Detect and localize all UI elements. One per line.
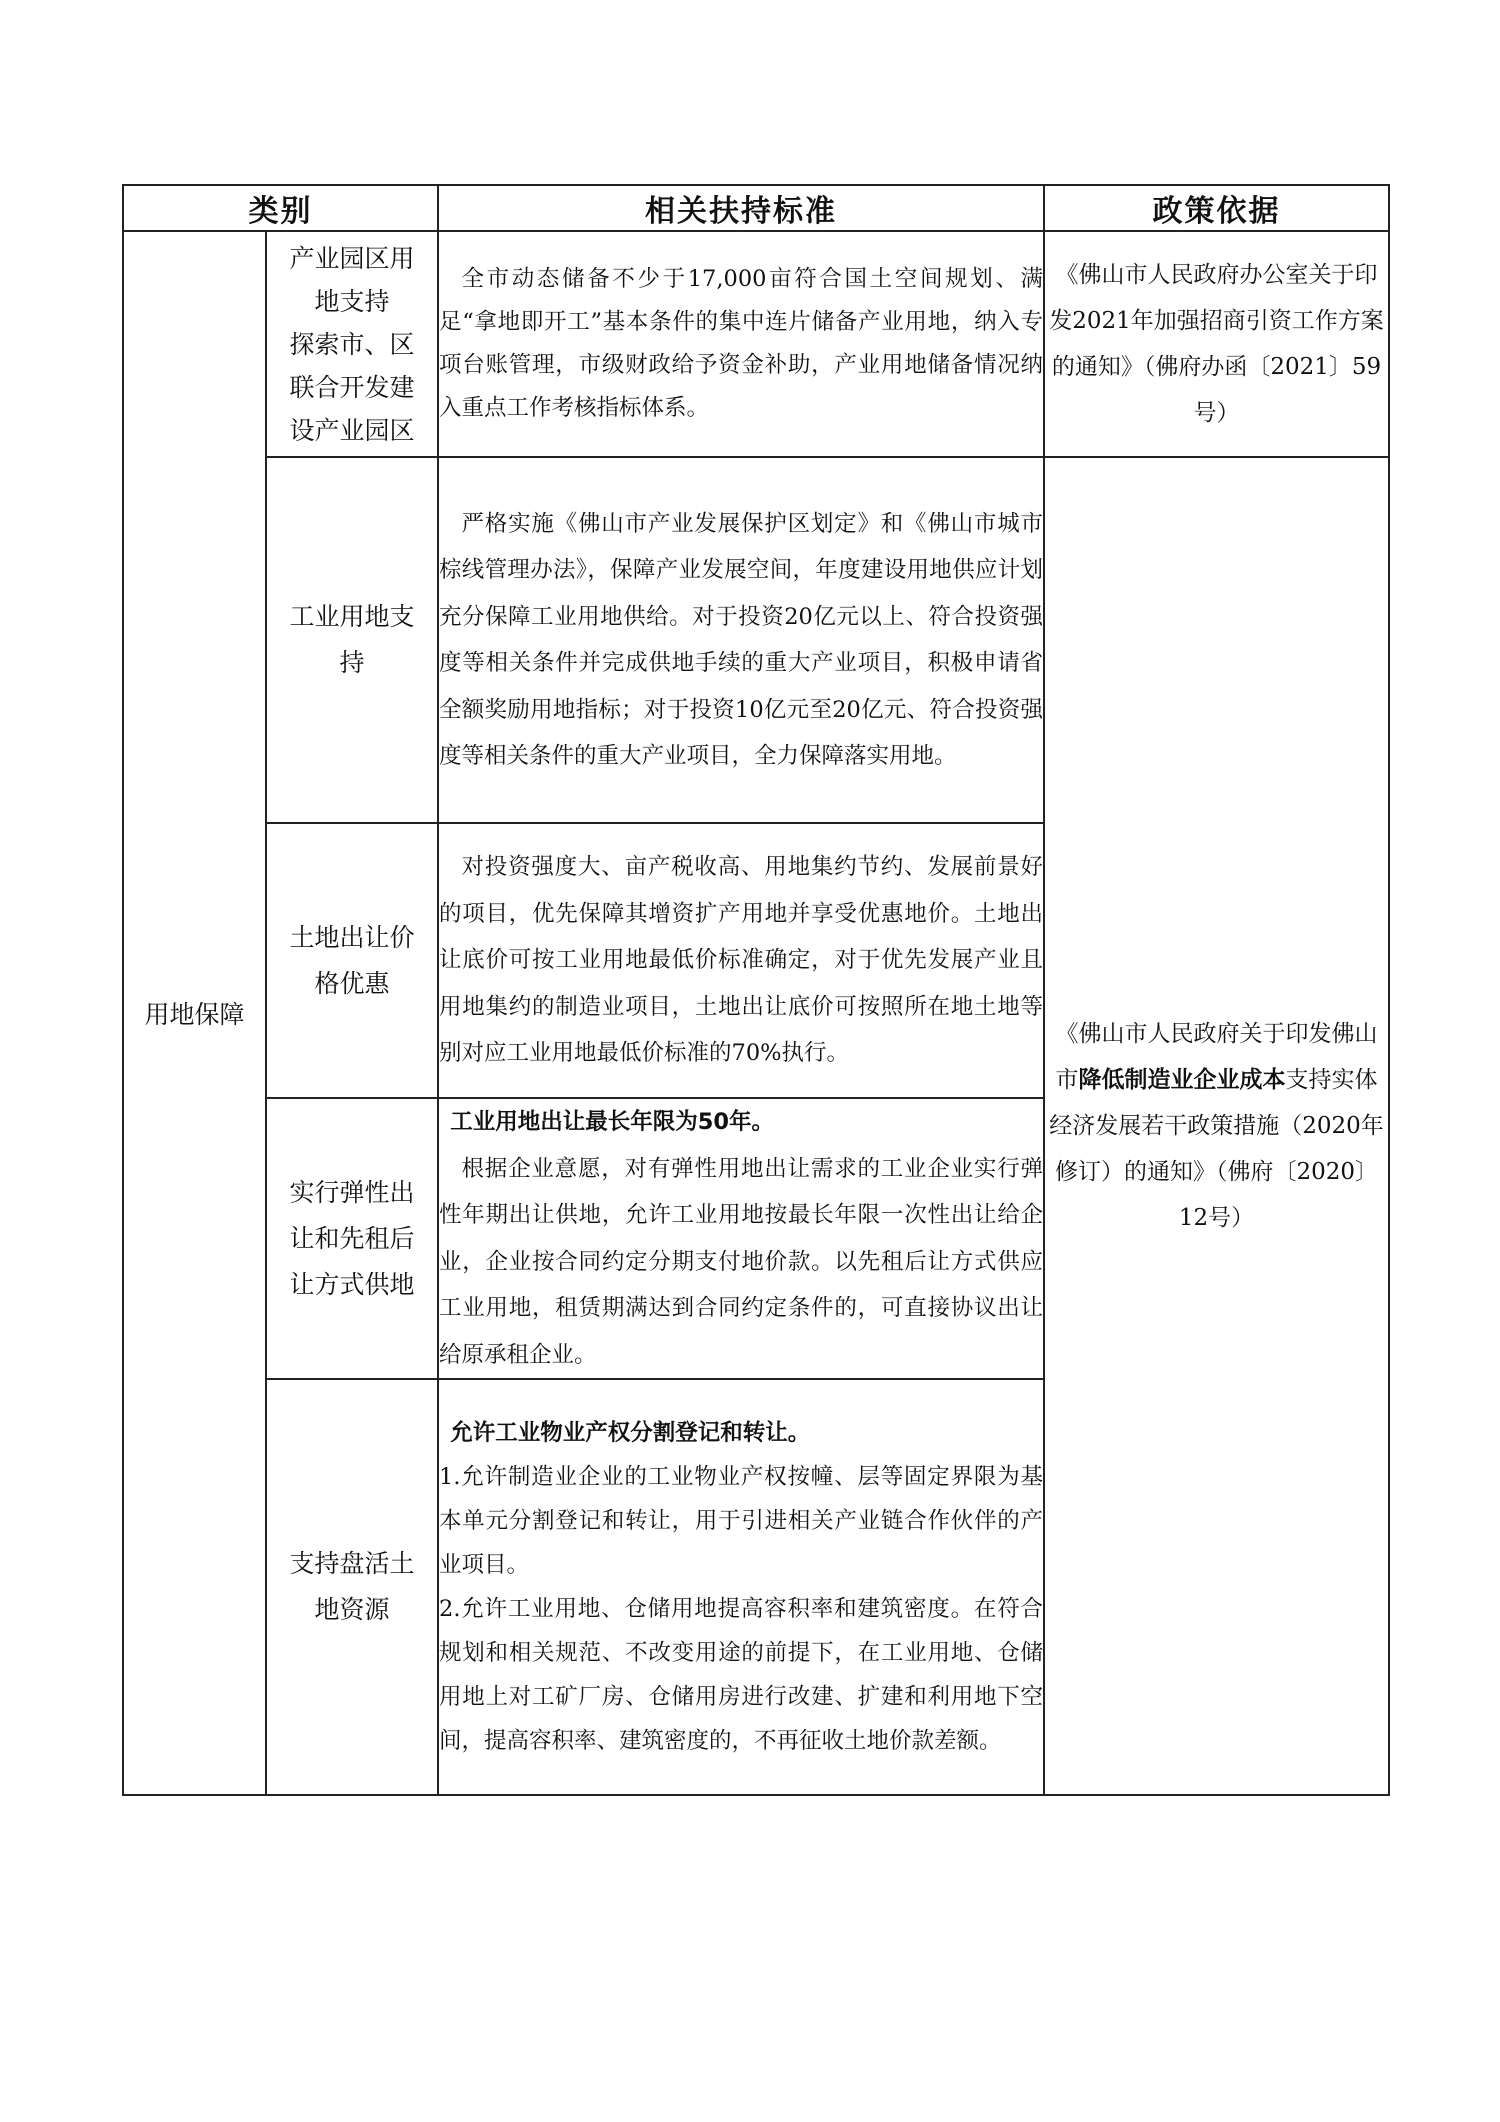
subcategory-line: 工业用地支 <box>289 602 415 631</box>
header-standard: 相关扶持标准 <box>438 185 1044 231</box>
subcategory-line: 让和先租后 <box>289 1223 415 1253</box>
subcategory-cell <box>266 1379 438 1795</box>
subcategory-line: 地支持 <box>314 286 390 316</box>
basis-text-bold: 降低制造业企业成本 <box>1078 1067 1286 1093</box>
subcategory-line: 联合开发建 <box>289 372 415 402</box>
table-row <box>123 457 1389 823</box>
subcategory-line: 地资源 <box>314 1595 390 1624</box>
basis-text-start: 《佛山市人民政府关于印发佛山市 <box>1055 1021 1378 1093</box>
standard-cell <box>438 1098 1044 1379</box>
standard-cell <box>438 823 1044 1098</box>
subcategory-line: 让方式供地 <box>289 1269 415 1299</box>
subcategory-cell <box>266 1098 438 1379</box>
standard-item: 2.允许工业用地、仓储用地提高容积率和建筑密度。在符合规划和相关规范、不改变用途的前提下，在工业用地、仓储用地上对工矿厂房、仓储用房进行改建、扩建和利用地下空间，提高容积率、建筑密度的，不再征收土地价款差额。 <box>439 1596 1043 1754</box>
subcategory-line: 持 <box>339 648 365 677</box>
standard-cell <box>438 1379 1044 1795</box>
subcategory-line: 探索市、区 <box>289 329 415 359</box>
header-category: 类别 <box>123 185 438 231</box>
basis-cell: 《佛山市人民政府办公室关于印发2021年加强招商引资工作方案的通知》（佛府办函〔2021〕59号） <box>1044 231 1389 457</box>
subcategory-line: 格优惠 <box>314 968 390 998</box>
merged-basis-cell <box>1044 457 1389 1795</box>
basis-text-end: 支持实体经济发展若干政策措施（2020年修订）的通知》（佛府〔2020〕12号） <box>1049 1067 1384 1231</box>
header-basis: 政策依据 <box>1044 185 1389 231</box>
subcategory-line: 实行弹性出 <box>289 1177 415 1207</box>
subcategory-cell <box>266 823 438 1098</box>
table-row <box>123 231 1389 457</box>
standard-cell <box>438 457 1044 823</box>
category-cell: 用地保障 <box>123 231 266 1795</box>
standard-text: 全市动态储备不少于17,000亩符合国土空间规划、满足“拿地即开工”基本条件的集中连片储备产业用地，纳入专项台账管理，市级财政给予资金补助，产业用地储备情况纳入重点工作考核指标体系。 <box>439 266 1043 421</box>
subcategory-cell <box>266 231 438 457</box>
standard-bold-text: 允许工业物业产权分割登记和转让。 <box>450 1420 811 1446</box>
standard-text: 严格实施《佛山市产业发展保护区划定》和《佛山市城市棕线管理办法》，保障产业发展空间，年度建设用地供应计划充分保障工业用地供给。对于投资20亿元以上、符合投资强度等相关条件并完成供地手续的重大产业项目，积极申请省全额奖励用地指标；对于投资10亿元至20亿元、符合投资强度等相关条件的重大产业项目，全力保障落实用地。 <box>439 510 1043 769</box>
subcategory-line: 支持盘活土 <box>289 1549 415 1578</box>
subcategory-line: 产业园区用 <box>289 243 415 273</box>
standard-text: 对投资强度大、亩产税收高、用地集约节约、发展前景好的项目，优先保障其增资扩产用地并享受优惠地价。土地出让底价可按工业用地最低价标准确定，对于优先发展产业且用地集约的制造业项目，土地出让底价可按照所在地土地等别对应工业用地最低价标准的70%执行。 <box>439 854 1043 1067</box>
subcategory-line: 土地出让价 <box>289 922 415 952</box>
policy-table <box>122 184 1390 1796</box>
standard-bold-text: 工业用地出让最长年限为50年。 <box>450 1109 775 1135</box>
standard-text: 根据企业意愿，对有弹性用地出让需求的工业企业实行弹性年期出让供地，允许工业用地按最长年限一次性出让给企业，企业按合同约定分期支付地价款。以先租后让方式供应工业用地，租赁期满达到合同约定条件的，可直接协议出让给原承租企业。 <box>439 1155 1043 1368</box>
table-header-row <box>123 185 1389 231</box>
standard-item: 1.允许制造业企业的工业物业产权按幢、层等固定界限为基本单元分割登记和转让，用于引进相关产业链合作伙伴的产业项目。 <box>439 1464 1043 1578</box>
subcategory-line: 设产业园区 <box>289 415 415 445</box>
subcategory-cell <box>266 457 438 823</box>
standard-cell <box>438 231 1044 457</box>
